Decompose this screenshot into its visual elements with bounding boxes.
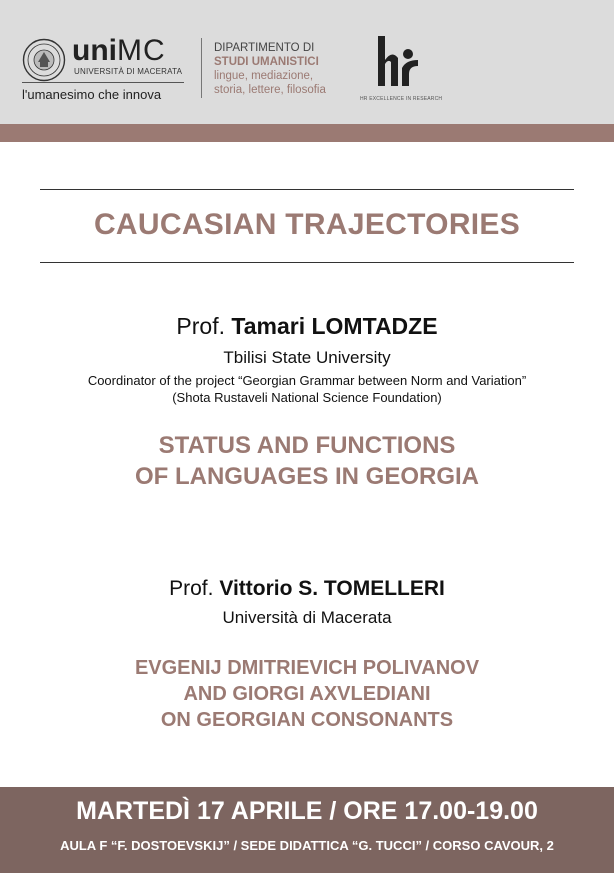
speaker2-talk-title	[0, 655, 614, 733]
header-vertical-divider	[201, 38, 202, 98]
event-venue: AULA F “F. DOSTOEVSKIJ” / SEDE DIDATTICA “G. TUCCI” / CORSO CAVOUR, 2	[60, 838, 554, 853]
university-name: UNIVERSITÀ DI MACERATA	[74, 67, 183, 76]
talk2-line-3: ON GEORGIAN CONSONANTS	[160, 709, 454, 731]
speaker1-talk-title	[0, 430, 614, 492]
talk1-line-2: OF LANGUAGES IN GEORGIA	[134, 463, 479, 490]
logo-light-text: MC	[117, 34, 166, 67]
speaker2-name-line	[0, 577, 614, 601]
talk2-line-2: AND GIORGI AXVLEDIANI	[183, 683, 431, 705]
header-accent-band	[0, 124, 614, 142]
dept-line-1: DIPARTIMENTO DI	[214, 42, 315, 54]
event-title: CAUCASIAN TRAJECTORIES	[93, 208, 521, 241]
hr-excellence-logo-icon	[372, 34, 424, 90]
speaker1-affiliation: Tbilisi State University	[223, 348, 391, 367]
university-seal-icon	[22, 38, 66, 82]
speaker1-prefix: Prof.	[176, 313, 225, 339]
speaker2-name: Vittorio S. TOMELLERI	[219, 577, 445, 600]
department-block	[214, 41, 326, 97]
dept-line-4: storia, lettere, filosofia	[214, 84, 326, 96]
speaker1-note-2: (Shota Rustaveli National Science Foundation)	[172, 390, 442, 405]
logo-bold-text: uni	[72, 34, 117, 67]
event-datetime: MARTEDÌ 17 APRILE / ORE 17.00-19.00	[76, 797, 538, 825]
logo-divider	[22, 82, 184, 83]
title-top-rule	[40, 189, 574, 190]
speaker1-name-line	[0, 313, 614, 340]
hr-caption: HR EXCELLENCE IN RESEARCH	[360, 96, 443, 102]
speaker1-name: Tamari LOMTADZE	[231, 313, 438, 339]
dept-line-2: STUDI UMANISTICI	[214, 56, 319, 68]
dept-line-3: lingue, mediazione,	[214, 70, 314, 82]
university-motto: l'umanesimo che innova	[22, 87, 162, 102]
talk2-line-1: EVGENIJ DMITRIEVICH POLIVANOV	[134, 657, 480, 679]
speaker2-prefix: Prof.	[169, 577, 214, 600]
talk1-line-1: STATUS AND FUNCTIONS	[158, 432, 456, 459]
speaker2-affiliation: Università di Macerata	[222, 608, 392, 627]
speaker1-note-1: Coordinator of the project “Georgian Grammar between Norm and Variation”	[87, 373, 527, 388]
title-bottom-rule	[40, 262, 574, 263]
unimc-logo	[72, 36, 166, 66]
